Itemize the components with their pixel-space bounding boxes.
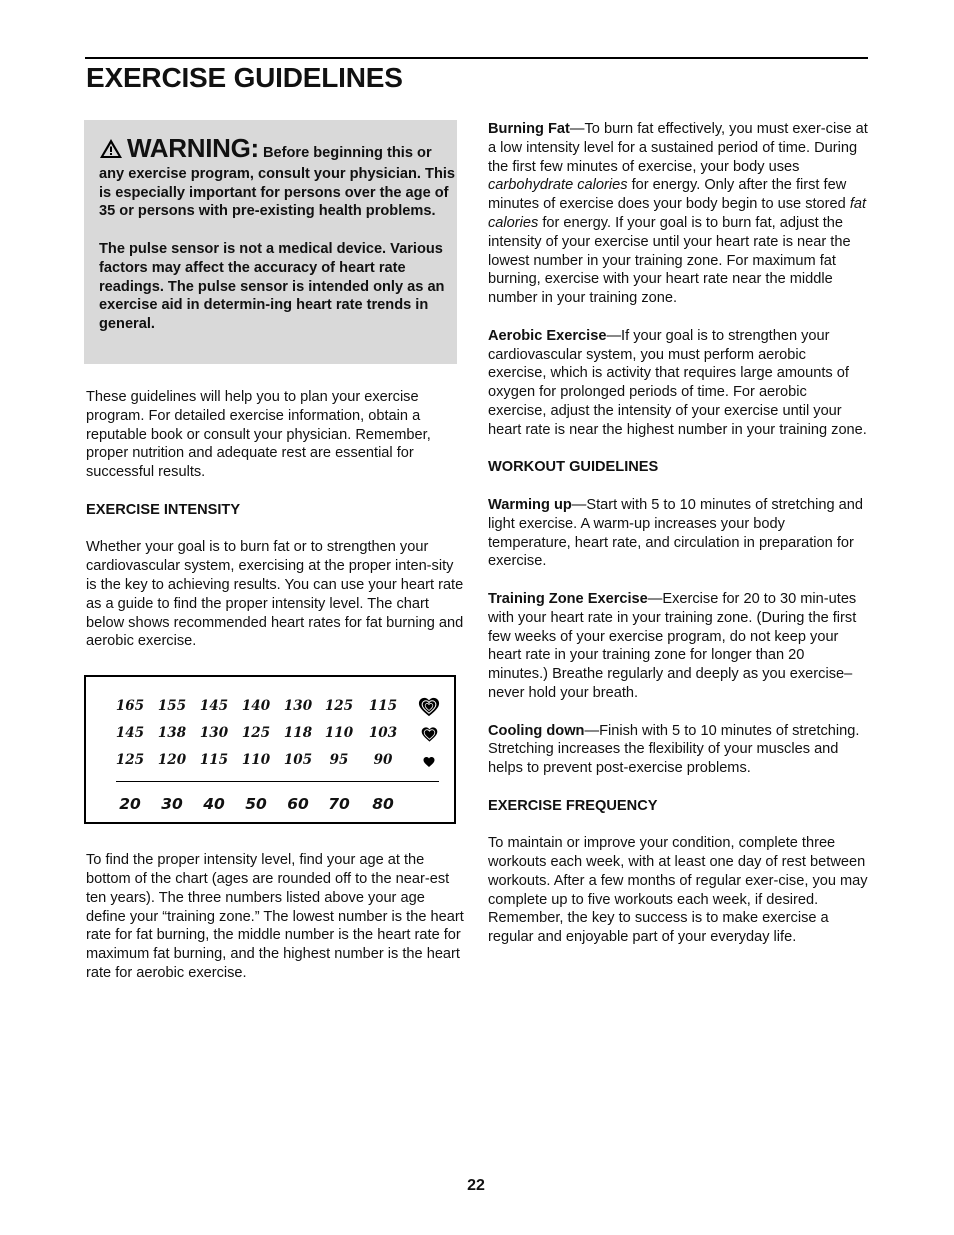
heart-rate-value: 125	[115, 752, 145, 769]
age-value: 60	[287, 795, 309, 814]
cooling-text: Finish with 5 to 10 minutes of stretching. Stretching increases the flexibility of your muscles and helps to prevent post-exercise problems.	[488, 722, 860, 777]
burning-fat-text-a: To burn fat effectively, you must exer-cise at a low intensity level for a sustained period of time. During the first few minutes of exercise, your body uses	[488, 121, 868, 175]
aerobic-exercise-paragraph	[488, 327, 868, 440]
warning-text-1: Before beginning this or any exercise program, consult your physician. This is especially important for persons over the age of 35 or persons with pre-existing health problems.	[99, 145, 456, 220]
cooling-down-paragraph	[488, 722, 868, 778]
intro-paragraph: These guidelines will help you to plan your exercise program. For detailed exercise information, obtain a reputable book or consult your physician. Remember, proper nutrition and adequate rest are essential for successful results.	[86, 389, 431, 481]
heart-rate-value: 145	[115, 725, 145, 742]
heart-rate-value: 90	[373, 752, 393, 769]
warning-label: WARNING:	[127, 133, 259, 163]
heart-rate-chart	[84, 675, 456, 824]
heart-rate-value: 138	[157, 725, 187, 742]
aerobic-dash: —	[606, 327, 622, 344]
heart-rate-value: 125	[241, 725, 271, 742]
exercise-frequency-paragraph: To maintain or improve your condition, complete three workouts each week, with at least one day of rest between workouts. After a few months of regular exer-cise, you may complete up to five workouts each week, if desired. Remember, the key to success is to make exercise a regular and enjoyable part of your everyday life.	[488, 835, 868, 946]
training-text: Exercise for 20 to 30 min-utes with your heart rate in your training zone. (During the first few weeks of your exercise program, do not keep your heart rate in your training zone for longer than 20 minutes.) Breathe regularly and deeply as you exercise–never hold your breath.	[488, 590, 857, 701]
burning-fat-paragraph	[488, 120, 868, 308]
heart-rate-value: 110	[324, 725, 354, 742]
burning-fat-text-b: for energy. Only after the first few minutes of exercise does your body begin to use stored	[488, 177, 850, 213]
age-value: 70	[328, 795, 350, 814]
training-zone-label: Training Zone Exercise	[488, 590, 648, 607]
exercise-intensity-paragraph: Whether your goal is to burn fat or to strengthen your cardiovascular system, exercising at the proper inten-sity is the key to achieving results. You can use your heart rate as a guide to find the proper intensity level. The chart below shows recommended heart rates for fat burning and aerobic exercise.	[86, 539, 464, 650]
heart-rate-value: 115	[368, 698, 398, 715]
page-title: EXERCISE GUIDELINES	[86, 62, 403, 93]
top-rule	[85, 57, 868, 59]
exercise-intensity-heading: EXERCISE INTENSITY	[86, 501, 241, 518]
training-zone-paragraph	[488, 590, 868, 703]
heart-rate-row	[86, 724, 454, 744]
heart-rate-value: 120	[157, 752, 187, 769]
aerobic-exercise-label: Aerobic Exercise	[488, 327, 607, 344]
training-dash: —	[647, 590, 663, 607]
heart-rate-value: 103	[368, 725, 398, 742]
age-value: 30	[161, 795, 183, 814]
warming-up-paragraph	[488, 496, 868, 571]
burning-fat-text-c: for energy. If your goal is to burn fat, adjust the intensity of your exercise until your heart rate is near the lowest number in your training zone. For maximum fat burning, exercise with your heart rate near the middle number in your training zone.	[488, 214, 851, 307]
age-value: 40	[203, 795, 225, 814]
heart-rate-value: 145	[199, 698, 229, 715]
warming-text: Start with 5 to 10 minutes of stretching and light exercise. A warm-up increases your body temperature, heart rate, and circulation in preparation for exercise.	[488, 496, 863, 570]
heart-rate-value: 110	[241, 752, 271, 769]
warming-up-label: Warming up	[488, 496, 572, 513]
left-column	[86, 120, 464, 983]
heart-rate-value: 118	[283, 725, 313, 742]
age-value: 80	[372, 795, 394, 814]
medium-heart-icon	[421, 726, 438, 749]
aerobic-text: If your goal is to strengthen your cardiovascular system, you must perform aerobic exercise, which is activity that requires large amounts of oxygen for prolonged periods of time. For aerobic exercise, adjust the intensity of your exercise until your heart rate is near the highest number in your training zone.	[488, 327, 867, 438]
age-value: 50	[245, 795, 267, 814]
heart-rate-value: 155	[157, 698, 187, 715]
heart-rate-value: 140	[241, 698, 271, 715]
large-heart-icon	[418, 696, 440, 724]
heart-rate-value: 95	[329, 752, 349, 769]
heart-rate-value: 105	[283, 752, 313, 769]
page-number: 22	[467, 1177, 485, 1194]
find-intensity-paragraph: To find the proper intensity level, find your age at the bottom of the chart (ages are rounded off to the near-est ten years). The three numbers listed above your age define your “training zone.” The lowest number is the heart rate for fat burning, the middle number is the heart rate for maximum fat burning, and the highest number is the heart rate for aerobic exercise.	[86, 852, 464, 981]
heart-rate-value: 165	[115, 698, 145, 715]
workout-guidelines-heading: WORKOUT GUIDELINES	[488, 459, 659, 476]
cooling-dash: —	[584, 722, 600, 739]
heart-rate-value: 130	[199, 725, 229, 742]
small-heart-icon	[423, 755, 435, 774]
warning-paragraph-1	[99, 133, 457, 221]
right-column	[488, 120, 868, 947]
age-row	[86, 795, 454, 815]
exercise-frequency-heading: EXERCISE FREQUENCY	[488, 797, 658, 814]
heart-rate-row	[86, 751, 454, 771]
burning-fat-dash: —	[569, 121, 585, 137]
chart-divider	[116, 781, 439, 782]
heart-rate-row	[86, 697, 454, 717]
warming-dash: —	[571, 496, 587, 513]
heart-rate-value: 130	[283, 698, 313, 715]
fat-calories-term: fat calories	[488, 196, 867, 231]
warning-paragraph-2: The pulse sensor is not a medical device. Various factors may affect the accuracy of heart rate readings. The pulse sensor is intended only as an exercise aid in determin-ing heart rate trends in general.	[99, 240, 445, 333]
heart-rate-value: 115	[199, 752, 229, 769]
warning-triangle-icon	[99, 138, 123, 165]
warning-box	[84, 120, 457, 364]
age-value: 20	[119, 795, 141, 814]
heart-rate-value: 125	[324, 698, 354, 715]
carbohydrate-calories-term: carbohydrate calories	[488, 177, 628, 194]
cooling-down-label: Cooling down	[488, 722, 585, 739]
burning-fat-label: Burning Fat	[488, 121, 570, 137]
